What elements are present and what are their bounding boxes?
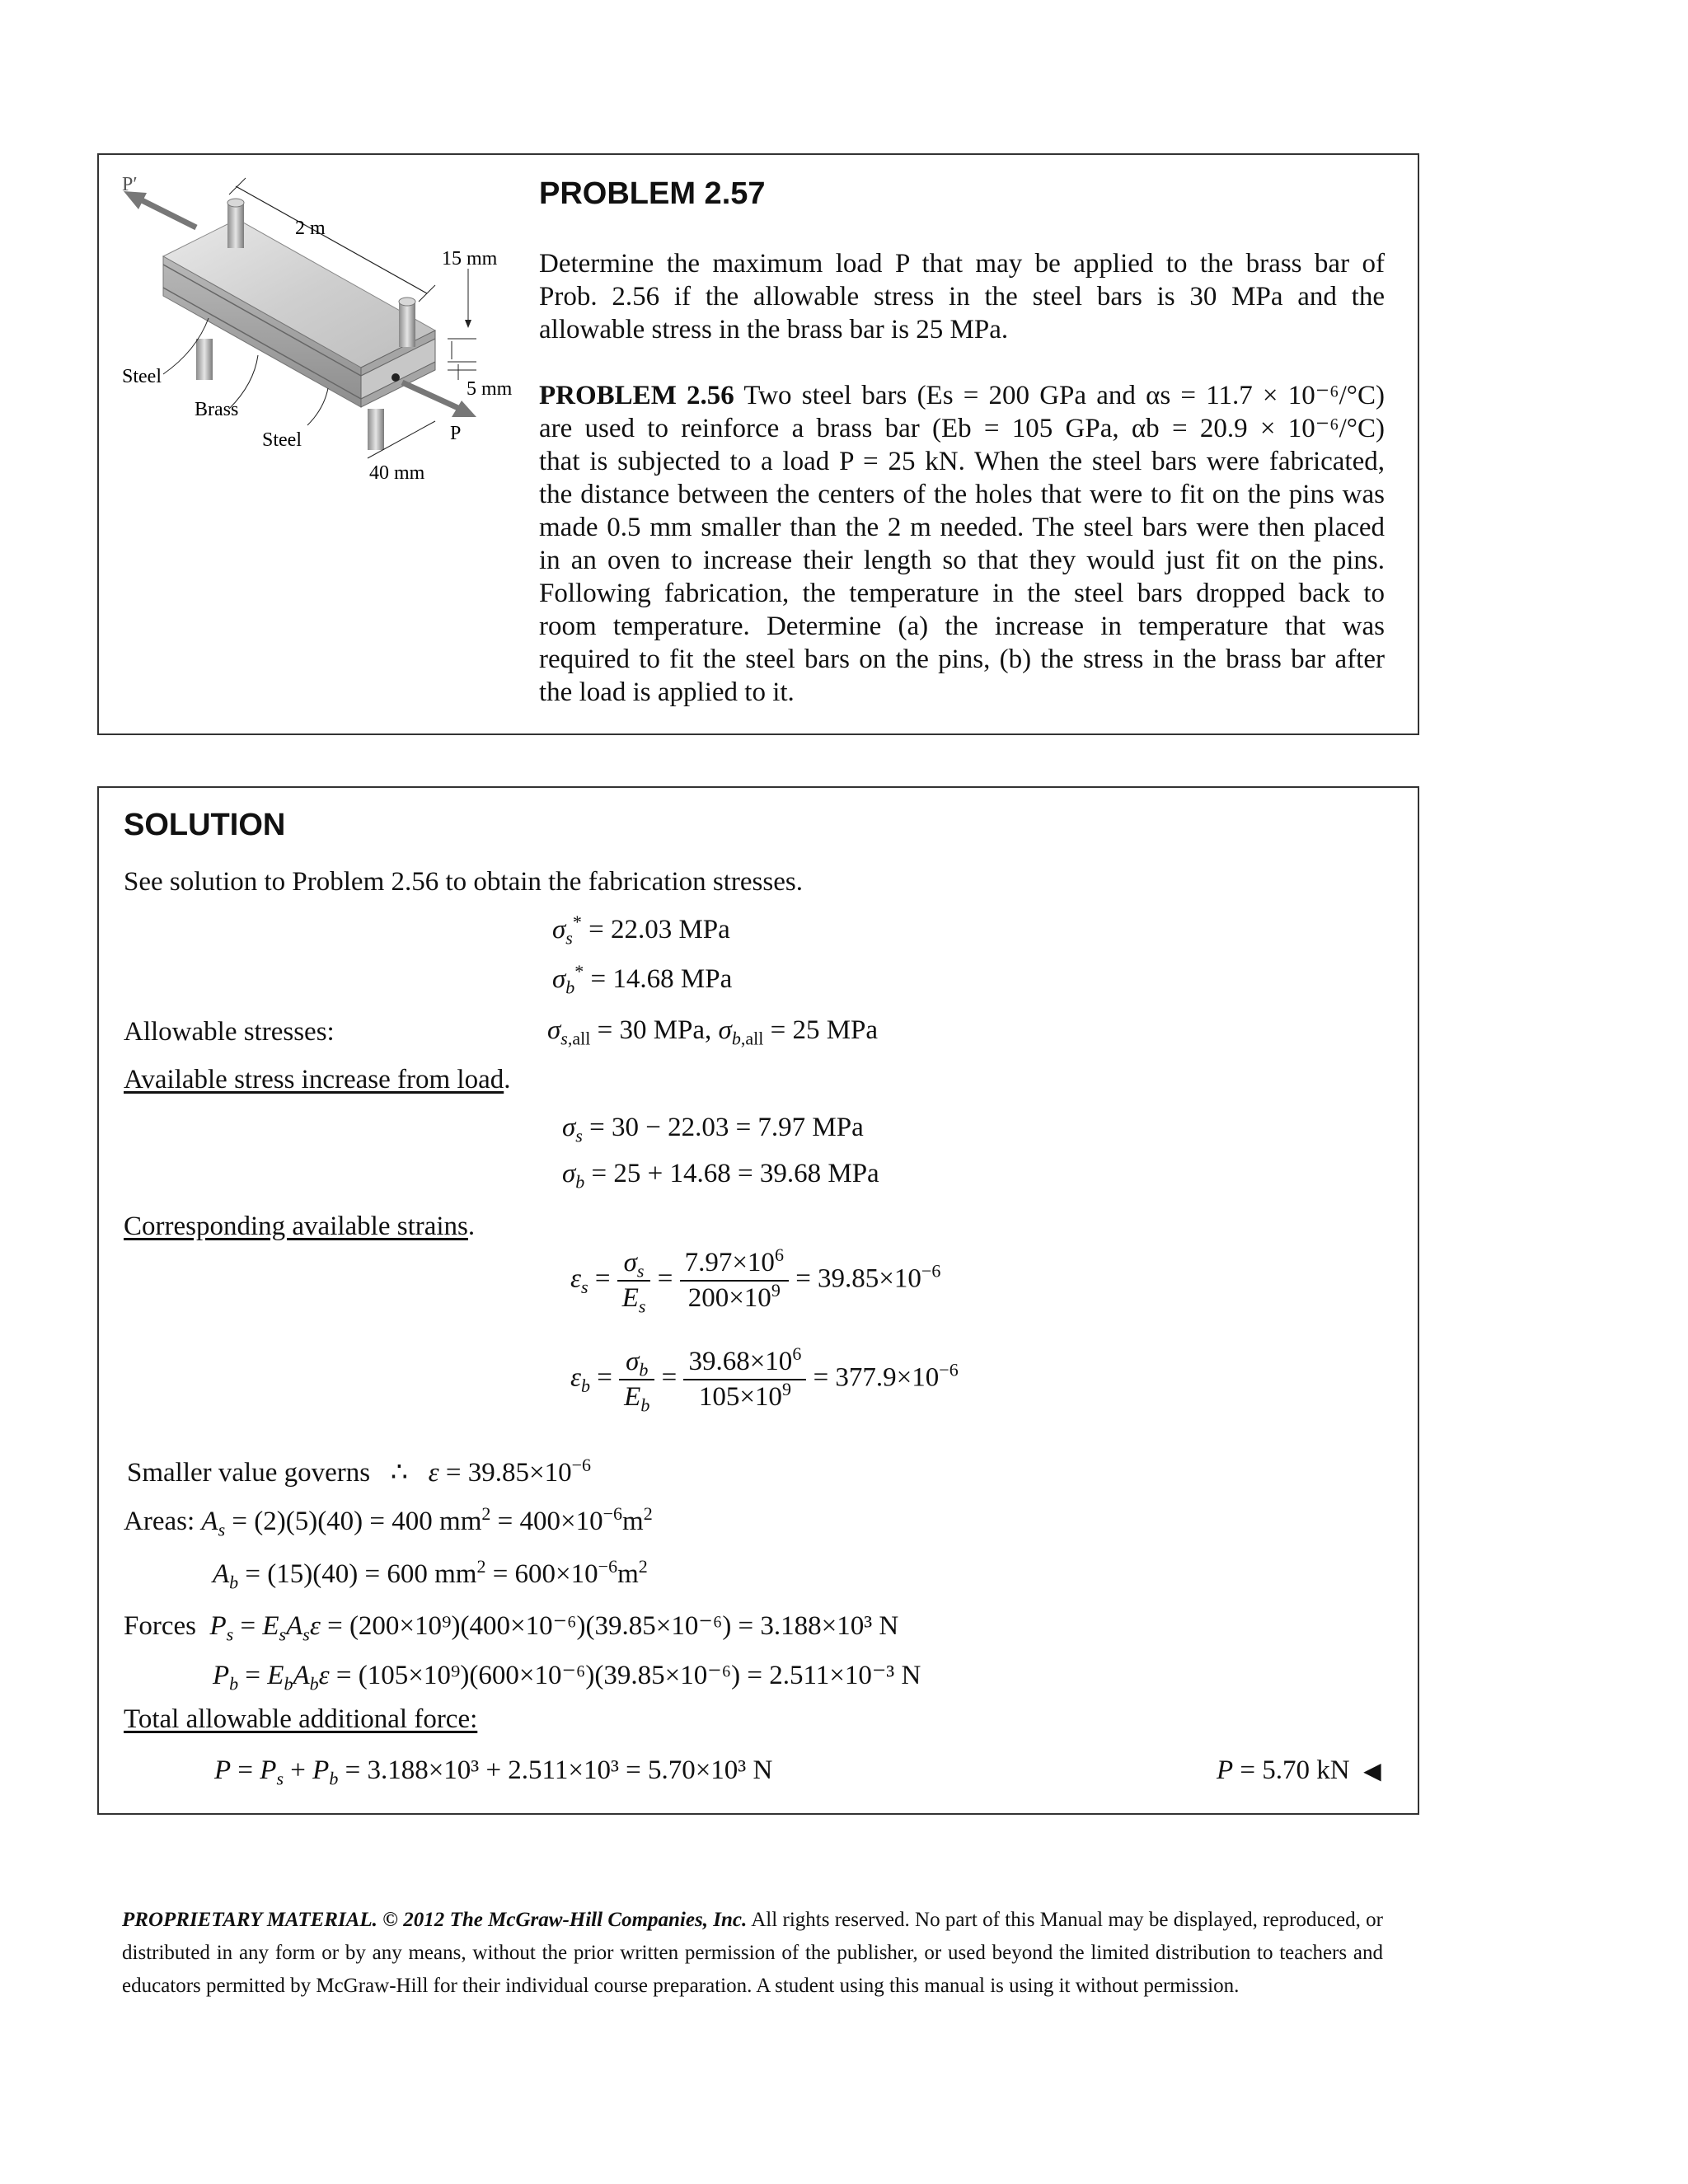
pin-lower-right [368, 409, 384, 450]
footer-bold: PROPRIETARY MATERIAL. © 2012 The McGraw-Hill Companies, Inc. [122, 1909, 748, 1931]
label-p: P [450, 423, 462, 444]
allowable-values: $\sigma_{s,all} = 30$ MPa, $\sigma_{b,all} = 25$ MPa [547, 1015, 879, 1049]
strain-steel-equation: $\varepsilon_s$ = $\frac{\sigma_s}{E_s}$ = $\frac{7.97\times 10^6}{200\times 10^9}$ = $39.85\times 10^{-6}$ [570, 1244, 941, 1317]
label-brass: Brass [195, 399, 239, 420]
solution-box [97, 786, 1419, 1815]
reference-line: required to fit the steel bars on the pins, (b) the stress in the brass bar after [539, 644, 1385, 674]
governing-strain: Smaller value governs ∴ $\varepsilon = 39.85\times 10^{-6}$ [127, 1455, 592, 1488]
reference-line: Two steel bars (Es = 200 GPa and αs = 11.7 × 10⁻⁶/°C) [743, 381, 1385, 410]
reference-line: in an oven to increase their length so that they would just fit on the pins. [539, 546, 1385, 575]
problem-title: PROBLEM 2.57 [539, 176, 766, 211]
copyright-footer [122, 1904, 1383, 2003]
bar-assembly-figure [106, 162, 551, 491]
sigma-s-available: $\sigma_s = 30 - 22.03 = 7.97$ MPa [562, 1113, 864, 1146]
reference-line: the load is applied to it. [539, 677, 795, 707]
reference-line: made 0.5 mm smaller than the 2 m needed. The steel bars were then placed [539, 513, 1385, 542]
reference-line: are used to reinforce a brass bar (Eb = 105 GPa, αb = 20.9 × 10⁻⁶/°C) [539, 414, 1385, 443]
statement-line: Prob. 2.56 if the allowable stress in the steel bars is 30 MPa and the [539, 282, 1385, 312]
hole-marker [392, 373, 400, 382]
reference-line: that is subjected to a load P = 25 kN. When the steel bars were fabricated, [539, 447, 1385, 476]
reference-line: the distance between the centers of the holes that were to fit on the pins was [539, 480, 1385, 509]
statement-line: allowable stress in the brass bar is 25 MPa. [539, 315, 1009, 344]
total-force-equation: $P = P_s + P_b = 3.188\times 10^3 + 2.511\times 10^3 = 5.70\times 10^3$ N [214, 1755, 773, 1789]
label-steel-left: Steel [122, 366, 162, 387]
label-length: 2 m [295, 218, 326, 239]
label-width: 40 mm [369, 462, 425, 484]
available-strains-label: Corresponding available strains. [124, 1212, 476, 1241]
problem-statement [539, 247, 1385, 346]
strain-brass-equation: $\varepsilon_b$ = $\frac{\sigma_b}{E_b}$ = $\frac{39.68\times 10^6}{105\times 10^9}$ = $377.9\times 10^{-6}$ [570, 1343, 959, 1416]
solution-intro: See solution to Problem 2.56 to obtain the fabrication stresses. [124, 867, 803, 897]
sigma-b-available: $\sigma_b = 25 + 14.68 = 39.68$ MPa [562, 1159, 879, 1193]
sigma-s-star: $\sigma_s^* = 22.03$ MPa [552, 912, 730, 949]
area-steel: Areas: $A_s = (2)(5)(40) = 400$ $mm^2 = 400\times 10^{-6}m^2$ [124, 1503, 653, 1540]
pin-upper-right [399, 302, 415, 347]
area-brass: $A_b = (15)(40) = 600$ $mm^2 = 600\times 10^{-6}m^2$ [213, 1556, 648, 1593]
reference-title: PROBLEM 2.56 [539, 381, 734, 410]
label-thick-brass: 15 mm [442, 248, 498, 269]
force-brass: $P_b = E_bA_b\varepsilon = (105\times 10^9)(600\times 10^{-6})(39.85\times 10^{-6}) = 2.511\times 10^{-3}$ N [213, 1661, 921, 1694]
problem-box [97, 153, 1419, 735]
final-answer: P = 5.70 kN ◀ [1217, 1755, 1381, 1785]
pin-upper-left [227, 203, 244, 248]
label-steel-bottom: Steel [262, 429, 302, 451]
reference-problem [539, 379, 1385, 709]
total-force-label: Total allowable additional force: [124, 1704, 478, 1734]
label-p-prime: P′ [122, 174, 138, 195]
sigma-b-star: $\sigma_b^* = 14.68$ MPa [552, 961, 733, 998]
footer-rest: All rights reserved. No part of this Manual may be displayed, reproduced, or distributed in any form or by any means, without the prior written permission of the publisher, or used beyond the limited distribution to teachers and educators permitted by McGraw-Hill for their individual course preparation. A student using this manual is using it without permission. [122, 1909, 1384, 1997]
allowable-label: Allowable stresses: [124, 1017, 335, 1047]
force-steel: Forces $P_s = E_sA_s\varepsilon = (200\times 10^9)(400\times 10^{-6})(39.85\times 10^{-6}) = 3.188\times 10^3$ N [124, 1611, 899, 1645]
pin-lower-left [196, 339, 213, 380]
solution-title: SOLUTION [124, 808, 286, 842]
statement-line: Determine the maximum load P that may be applied to the brass bar of [539, 249, 1385, 279]
label-thick-steel: 5 mm [467, 378, 513, 400]
reference-line: room temperature. Determine (a) the increase in temperature that was [539, 612, 1385, 641]
available-stress-label: Available stress increase from load. [124, 1065, 511, 1094]
reference-line: Following fabrication, the temperature in the steel bars dropped back to [539, 579, 1385, 608]
answer-marker-icon: ◀ [1363, 1759, 1381, 1784]
